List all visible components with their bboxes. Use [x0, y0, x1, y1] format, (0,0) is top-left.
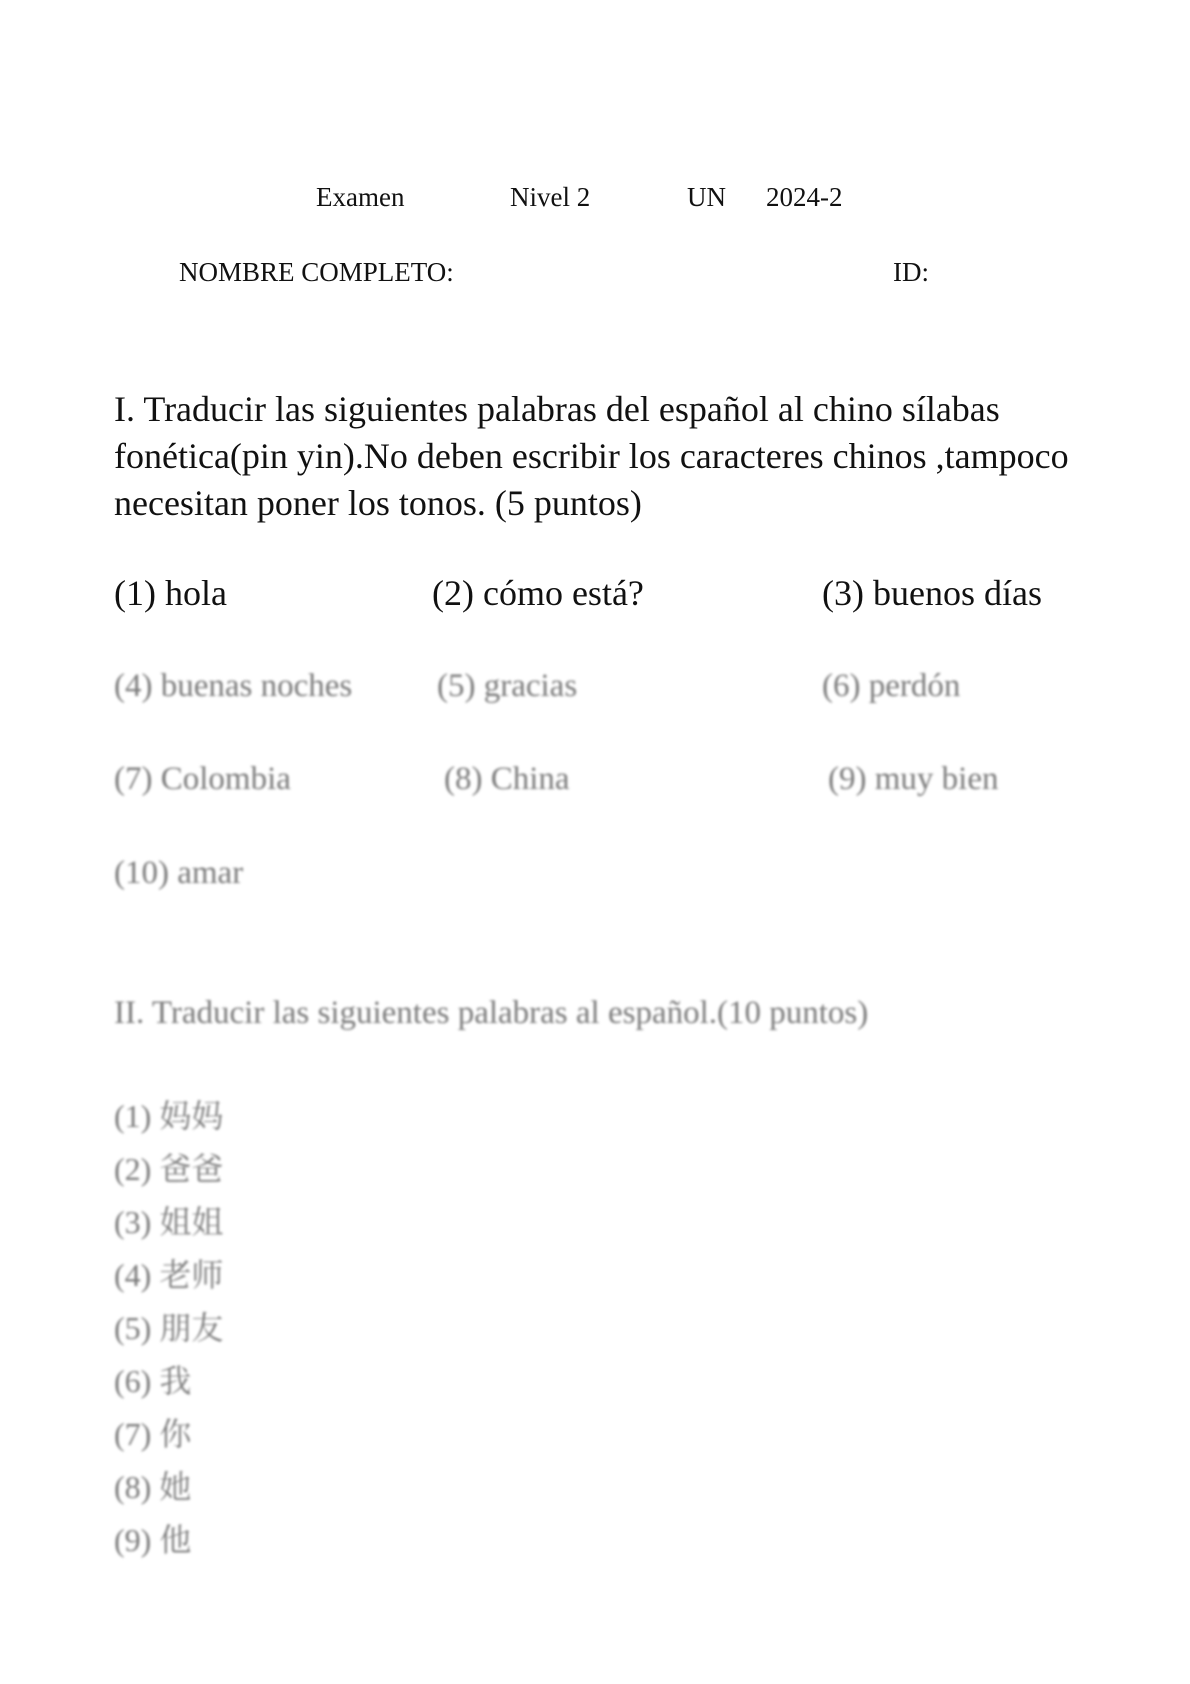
section1-instructions: I. Traducir las siguientes palabras del español al chino sílabas fonética(pin yin).No deben escribir los caracteres chinos ,tampoco necesitan poner los tonos. (5 puntos) [114, 389, 1069, 523]
section2-item-1: (1) 妈妈 [114, 1098, 224, 1134]
section1-item-9: (9) muy bien [828, 761, 999, 797]
section2-item-8: (8) 她 [114, 1469, 192, 1505]
section1-item-5: (5) gracias [437, 668, 578, 704]
section2-item-2: (2) 爸爸 [114, 1151, 224, 1187]
section2-instructions: II. Traducir las siguientes palabras al español.(10 puntos) [114, 995, 869, 1031]
section2-item-6: (6) 我 [114, 1363, 192, 1399]
section1-item-2: (2) cómo está? [432, 573, 644, 613]
section1-item-7: (7) Colombia [114, 761, 291, 797]
section1-item-1: (1) hola [114, 573, 227, 613]
section2-item-9: (9) 他 [114, 1522, 192, 1558]
section1-item-3: (3) buenos días [822, 573, 1042, 613]
id-label: ID: [893, 257, 929, 287]
section2-list [114, 1090, 223, 1567]
exam-label: Examen [316, 182, 405, 212]
full-name-label: NOMBRE COMPLETO: [179, 257, 454, 287]
section1-item-8: (8) China [444, 761, 570, 797]
section2-item-5: (5) 朋友 [114, 1310, 224, 1346]
section2-item-7: (7) 你 [114, 1416, 192, 1452]
section2-item-3: (3) 姐姐 [114, 1204, 224, 1240]
section2-item-4: (4) 老师 [114, 1257, 224, 1293]
level-label: Nivel 2 [510, 182, 591, 212]
section1-item-4: (4) buenas noches [114, 668, 353, 704]
period-label: 2024-2 [766, 182, 843, 212]
institution-label: UN [687, 182, 726, 212]
section1-item-6: (6) perdón [822, 668, 961, 704]
section1-item-10: (10) amar [114, 855, 244, 891]
